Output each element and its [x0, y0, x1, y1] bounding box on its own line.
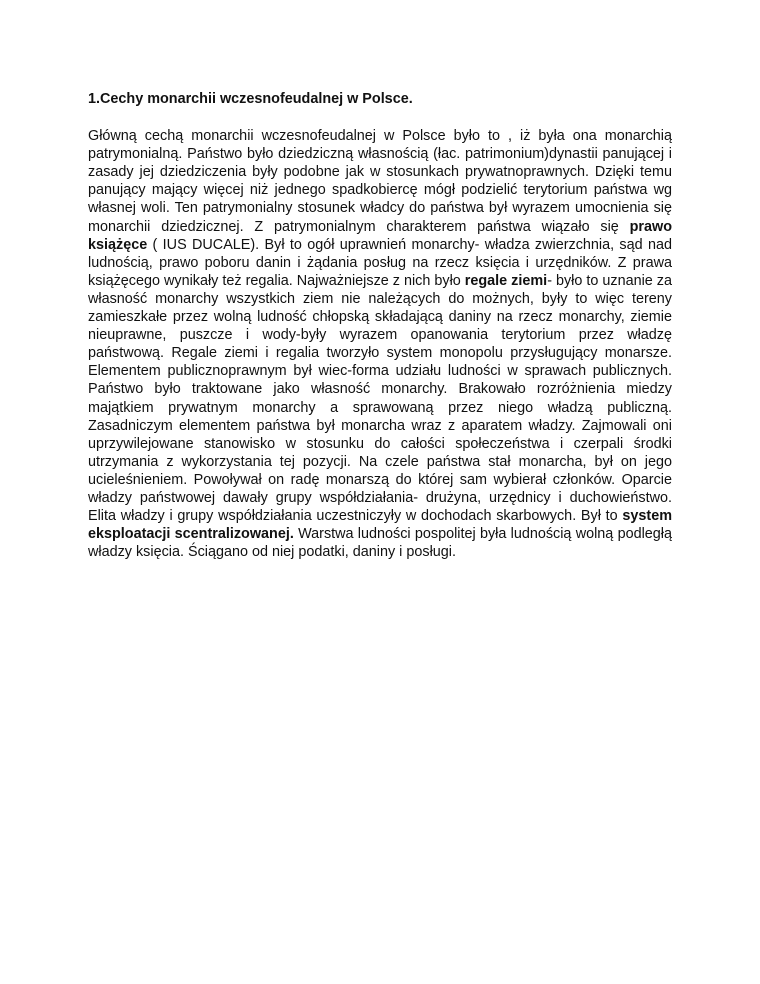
document-page: [88, 90, 672, 561]
paragraph-text-3: - było to uznanie za własność monarchy wszystkich ziem nie należących do możnych, były to więc tereny zamieszkałe przez wolną ludność chłopską składającą daniny na rzecz monarchy, ziemie nieuprawne, puszcze i wody-były wyrazem opanowania terytorium przez władzę państwową. Regale ziemi i regalia tworzyło system monopolu przysługujący monarsze. Elementem publicznoprawnym był wiec-forma udziału ludności w sprawach publicznych. Państwo było traktowane jako własność monarchy. Brakowało rozróżnienia miedzy majątkiem prywatnym monarchy a sprawowaną przez niego władzą publiczną. Zasadniczym elementem państwa był monarcha wraz z aparatem władzy. Zajmowali oni uprzywilejowane stanowisko w stosunku do całości społeczeństwa i czerpali środki utrzymania z wykorzystania tej pozycji. Na czele państwa stał monarcha, był on jego ucieleśnieniem. Powoływał on radę monarszą do której sam wybierał członków. Oparcie władzy państwowej dawały grupy współdziałania- drużyna, urzędnicy i duchowieństwo. Elita władzy i grupy współdziałania uczestniczyły w dochodach skarbowych. Był to: [88, 272, 673, 525]
paragraph-text-2: ( IUS DUCALE). Był to ogół uprawnień monarchy- władza zwierzchnia, sąd nad ludnością, prawo poboru danin i żądania posług na rzecz księcia i urzędników. Z prawa książęcego wynikały też regalia. Najważniejsze z nich było: [88, 236, 672, 289]
paragraph-text-4: Warstwa ludności pospolitej była ludnością wolną podległą władzy księcia. Ściągano od niej podatki, daniny i posługi.: [88, 526, 672, 561]
bold-term-regale-ziemi: regale ziemi: [464, 272, 548, 289]
bold-term-prawo-ksiazece: prawo książęce: [88, 218, 672, 253]
document-title: 1.Cechy monarchii wczesnofeudalnej w Polsce.: [88, 91, 413, 107]
bold-term-system-eksploatacji: system eksploatacji scentralizowanej.: [88, 508, 672, 543]
paragraph-text-1: Główną cechą monarchii wczesnofeudalnej w Polsce było to , iż była ona monarchią patrymonialną. Państwo było dziedziczną własnością (łac. patrimonium)dynastii panującej i zasady jej dziedziczenia były podobne jak w stosunkach prywatnoprawnych. Dzięki temu panujący mający więcej niż jednego spadkobiercę mógł podzielić terytorium państwa wg własnej woli. Ten patrymonialny stosunek władcy do państwa był wyrazem umocnienia się monarchii dziedzicznej. Z patrymonialnym charakterem państwa wiązało się: [88, 128, 672, 235]
body-paragraph: [88, 127, 672, 561]
